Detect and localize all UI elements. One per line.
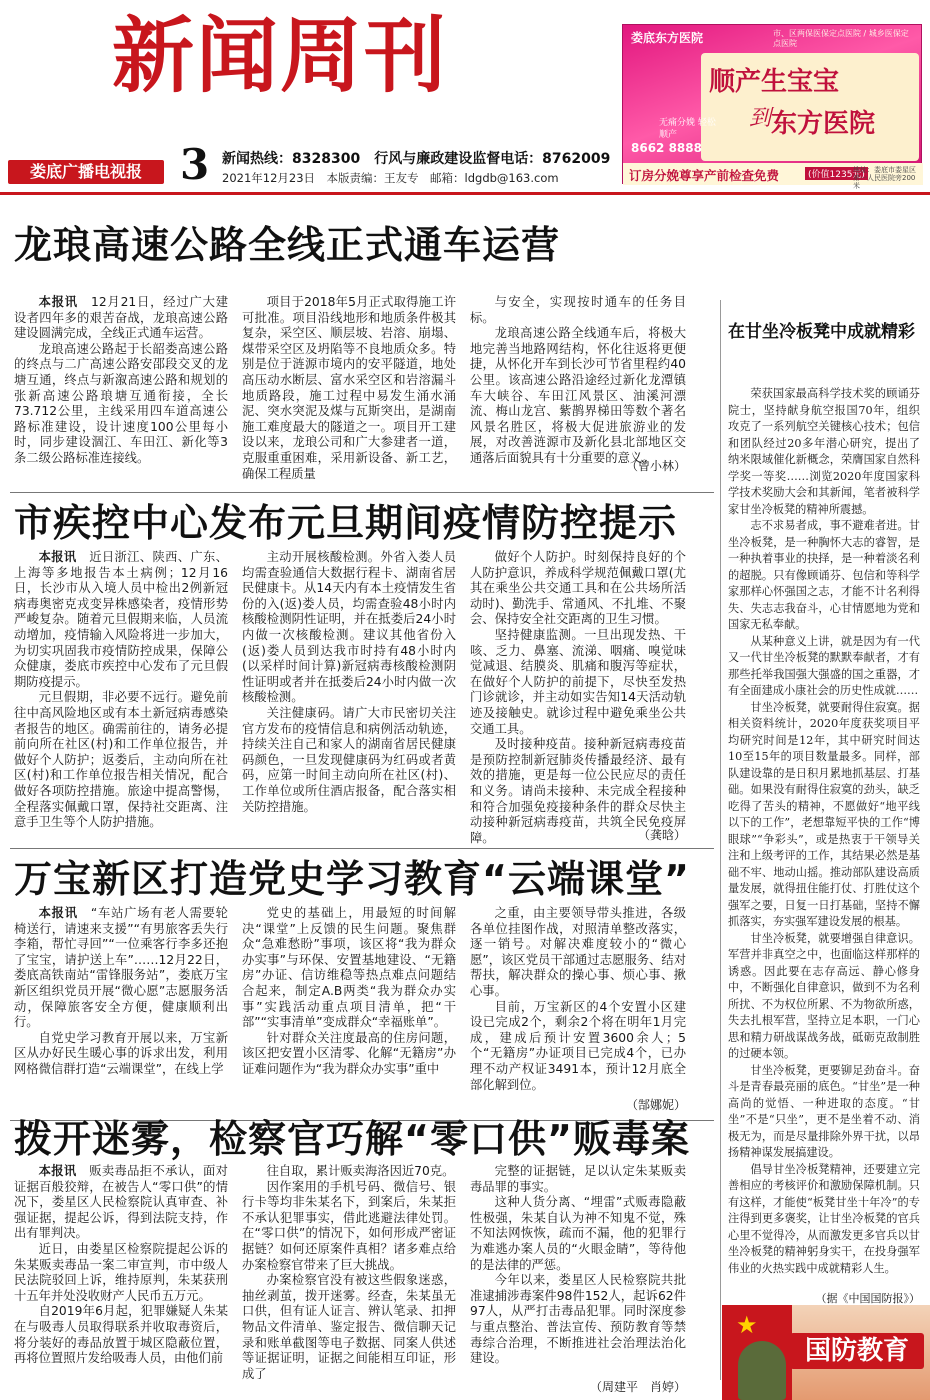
sidebar-divider	[720, 300, 721, 1380]
soldier-graphic	[738, 1341, 786, 1400]
article-column: 项目于2018年5月正式取得施工许可批准。项目沿线地形和地质条件极其复杂，采空区、顺层坡、岩溶、崩塌、煤带采空区及坍陷等不良地质众多。特别是位于涟源市境内的安平隧道，地处高压动水断层、富水采空区和岩溶漏斗地质路段，施工过程中易发生涌水涌泥、突水突泥及煤与瓦斯突出，是湖南施工难度最大的隧道之一。项目开工建设以来，龙琅公司和广大参建者一道，克服重重困难，采用新设备、新工艺，确保工程质量	[242, 295, 456, 481]
article-column: 本报讯 贩卖毒品拒不承认，面对证据百般狡辩，在被告人“零口供”的情况下，娄星区人民检察院认真审查、补强证据，提起公诉，得到法院支持，作出有罪判决。 近日，由娄星区检察院提起公诉的朱某贩卖毒品一案二审宣判，市中级人民法院驳回上诉，维持原判，朱某获刑十五年并处没收财产人民币五万元。 自2019年6月起，犯罪嫌疑人朱某在与吸毒人员取得联系并收取毒资后，将分装好的毒品放置于城区隐蔽位置，再将位置照片发给吸毒人员，由他们前	[14, 1164, 228, 1366]
ad-phone: 8662 8888	[631, 141, 702, 155]
hospital-ad	[622, 24, 922, 190]
ad-offer: 订房分娩尊享产前检查免费	[629, 168, 780, 183]
article-headline: 市疾控中心发布元旦期间疫情防控提示	[14, 501, 678, 545]
sidebar-body: 荣获国家最高科学技术奖的顾诵芬院士，坚持献身航空报国70年，组织攻克了一系列航空关键核心技术；包信和团队经过20多年潜心研究，提出了纳米限域催化新概念，荣膺国家自然科学奖一等奖……浏览2020年度国家科学技术奖励大会和其新闻，笔者被科学家甘坐冷板凳的精神所震撼。 志不求易者成，事不避难者进。甘坐冷板凳，是一种胸怀大志的睿智，是一种执着事业的抉择，是一种着淡名利的超脱。只有像顾诵芬、包信和等科学家那样心怀强国之志，才能不计名利得失、失志志我奋斗，心甘情愿地为党和国家无私奉献。 从某种意义上讲，就是因为有一代又一代甘坐冷板凳的默默奉献者，才有那些托举我国强大强盛的国之重器，才有全面建成小康社会的历史性成就…… 甘坐冷板凳，就要耐得住寂寞。据相关资料统计，2020年度获奖项目平均研究时间是12年，其中研究时间达10至15年的项目数量最多。同样，部队建设靠的是日积月累地抓基层、打基础。如果没有耐得住寂寞的劲头，缺乏吃得了苦头的精神，不愿做好“地平线以下的工作”，老想靠短平快的工作“博眼球”“争彩头”，或是热衷于干领导关注和上级考评的工作，其结果必然是基础不牢、地动山摇。推动部队建设高质量发展，就得扭住能打仗、打胜仗这个强军之要，日复一日打基础，坚持不懈抓落实，夯实强军建设发展的根基。 甘坐冷板凳，就要增强自律意识。军营并非真空之中，也面临这样那样的诱惑。因此要在志存高远、静心修身中，不断强化自律意识，做到不为名利所扰、不为权位所累、不为物欲所惑，失去扎根军营，坚持立足本职，一门心思和精力研战谋战务战，砥砺克敌制胜的过硬本领。 甘坐冷板凳，更要铆足劲奋斗。奋斗是青春最亮丽的底色。“甘坐”是一种高尚的觉悟、一种进取的态度。“甘坐”不是“只坐”，更不是坐着不动、消极无为，而是尽量排除外界干扰，以昂扬精神谋发展搞建设。 倡导甘坐冷板凳精神，还要建立完善相应的考核评价和激励保障机制。只有这样，才能使“板凳甘坐十年冷”的专注得到更多褒奖，让甘坐冷板凳的官兵心里不觉得冷，从而激发更多官兵以甘坐冷板凳的精神躬身实干，在投身强军伟业的火热实践中成就精彩人生。	[728, 387, 920, 1275]
banner-label: 国防教育	[790, 1333, 924, 1369]
ad-subtitle: 市、区两保医保定点医院 / 城乡医保定点医院	[773, 29, 909, 48]
article-column: 本报讯 “车站广场有老人需要轮椅送行，请速来支援”“有男旅客丢失行李箱，帮忙寻回”“一位乘客行李多还抱了宝宝，请护送上车”……12月22日，娄底高铁南站“雷锋服务站”，娄底万宝新区组织党员开展“微心愿”志愿服务活动，保障旅客安全方便，健康顺利出行。 自党史学习教育开展以来，万宝新区从办好民生暖心事的诉求出发，利用网格微信群打造“云端课堂”，在线上学	[14, 906, 228, 1076]
hotline-text: 新闻热线：8328300 行风与廉政建设监督电话：8762009	[222, 151, 611, 167]
article-headline: 拨开迷雾，检察官巧解“零口供”贩毒案	[14, 1117, 690, 1161]
sidebar-source: （据《中国国防报》）	[815, 1292, 920, 1305]
station-badge: 娄底广播电视报	[8, 160, 164, 184]
ad-price: (价值1235元)	[805, 167, 868, 180]
page-number: 3	[180, 140, 210, 189]
article-column: 本报讯 12月21日，经过广大建设者四年多的艰苦奋战，龙琅高速公路建设圆满完成，全线正式通车运营。 龙琅高速公路起于长韶娄高速公路的终点与二广高速公路安邵段交叉的龙塘互通，终点与新溆高速公路和规划的张新高速公路琅塘互通衔接，全长73.712公里，主线采用四车道高速公路标准建设，设计速度100公里每小时，同步建设涸江、车田江、新化等3条二级公路标准连接线。	[14, 295, 228, 465]
ad-headline: 顺产生宝宝	[709, 67, 840, 97]
ad-hospital-name: 娄底东方医院	[631, 31, 704, 45]
sidebar-title: 在甘坐冷板凳中成就精彩	[728, 322, 915, 342]
article-divider	[10, 492, 714, 493]
article-column: 完整的证据链，足以认定朱某贩卖毒品罪的事实。 这种人货分离、“埋雷”式贩毒隐蔽性极强，朱某自认为神不知鬼不觉，殊不知法网恢恢，疏而不漏，他的犯罪行为难逃办案人员的“火眼金睛”，等待他的是法律的严惩。 今年以来，娄星区人民检察院共批准逮捕涉毒案件98件152人，起诉62件97人，从严打击毒品犯罪。同时深度参与重点整治、普法宣传、预防教育等禁毒综合治理，不断推进社会治理法治化建设。	[470, 1164, 686, 1366]
article-byline: （龚晗）	[637, 828, 686, 842]
ad-slogan: 无痛分娩 轻松顺产	[659, 118, 716, 140]
article-byline: （郜娜妮）	[625, 1098, 686, 1112]
star-icon: ★	[736, 1311, 758, 1339]
masthead-divider	[0, 192, 930, 195]
article-headline: 龙琅高速公路全线正式通车运营	[14, 223, 561, 267]
masthead-title: 新闻周刊	[112, 8, 449, 104]
article-column: 主动开展核酸检测。外省入娄人员均需查验通信大数据行程卡、湖南省居民健康卡。从14天内有本土疫情发生省份的入(返)娄人员，均需查验48小时内核酸检测阴性证明，并在抵娄后24小时内做一次核酸检测。建议其他省份入(返)娄人员到达我市时持有48小时内(以采样时间计算)新冠病毒核酸检测阴性证明或者并在抵娄后24小时内做一次核酸检测。 关注健康码。请广大市民密切关注官方发布的疫情信息和病例活动轨迹，持续关注自己和家人的湖南省居民健康码颜色，一旦发现健康码为红码或者黄码，应第一时间主动向所在社区(村)、工作单位或所住酒店报备，配合落实相关防控措施。	[242, 550, 456, 814]
article-column: 党史的基础上，用最短的时间解决“课堂”上反馈的民生问题。聚焦群众“急难愁盼”事项，该区将“我为群众办实事”与环保、安置基地建设、“无籍房”办证、信访维稳等热点难点问题结合起来，制定A.B两类“我为群众办实事”实践活动重点项目清单，把“干部”“实事清单”变成群众“幸福账单”。 针对群众关注度最高的住房问题，该区把安置小区清零、化解“无籍房”办证难问题作为“我为群众办实事”重中	[242, 906, 456, 1076]
article-byline: （曾小林）	[625, 459, 686, 473]
ad-headline-prefix: 到	[749, 106, 772, 131]
article-byline: （周建平 肖婷）	[589, 1380, 686, 1394]
ad-headline-hospital: 东方医院	[771, 109, 876, 139]
article-column: 之重，由主要领导带头推进，各级各单位挂图作战，对照清单整改落实，逐一销号。对解决难度较小的“微心愿”，该区党员干部通过志愿服务、结对帮扶，解决群众的操心事、烦心事、揪心事。 目前，万宝新区的4个安置小区建设已完成2个，剩余2个将在明年1月完成，建成后预计安置3600余人；5个“无籍房”办证项目已完成4个，已办理不动产权证3491本，预计12月底全部化解到位。	[470, 906, 686, 1092]
ad-address: 地址：娄底市娄星区第一人民医院旁200米	[853, 166, 916, 190]
article-column: 做好个人防护。时刻保持良好的个人防护意识，养成科学规范佩戴口罩(尤其在乘坐公共交通工具和在公共场所活动时)、勤洗手、常通风、不扎堆、不聚会、保持安全社交距离的卫生习惯。 坚持健康监测。一旦出现发热、干咳、乏力、鼻塞、流涕、咽痛、嗅觉味觉减退、结膜炎、肌痛和腹泻等症状，在做好个人防护的前提下，尽快至发热门诊就诊，并主动如实告知14天活动轨迹及接触史。就诊过程中避免乘坐公共交通工具。 及时接种疫苗。接种新冠病毒疫苗是预防控制新冠肺炎传播最经济、最有效的措施，更是每一位公民应尽的责任和义务。请尚未接种、未完成全程接种和符合加强免疫接种条件的群众尽快主动接种新冠病毒疫苗，共筑全民免疫屏障。	[470, 550, 686, 845]
article-column: 与安全，实现按时通车的任务目标。 龙琅高速公路全线通车后，将极大地完善当地路网结构，怀化往返将更便捷，从怀化开车到长沙可节省里程约40公里。该高速公路沿途经过新化龙潭镇车大峡谷、车田江风景区、油溪河漂流、梅山龙宫、紫鹊界梯田等数个著名风景名胜区，将极大促进旅游业的发展，对改善涟源市及新化县北部地区交通落后面貌具有十分重要的意义。	[470, 295, 686, 465]
article-column: 往自取，累计贩卖海洛因近70克。 因作案用的手机号码、微信号、银行卡等均非朱某名下，到案后，朱某拒不承认犯罪事实，借此逃避法律处罚。在“零口供”的情况下，如何形成严密证据链？如何还原案件真相？诸多难点给办案检察官带来了巨大挑战。 办案检察官没有被这些假象迷惑，抽丝剥茧，拨开迷雾。经查，朱某虽无口供，但有证人证言、辨认笔录、扣押物品文件清单、鉴定报告、微信聊天记录和账单截图等电子数据、同案人供述等证据证明，证据之间能相互印证，形成了	[242, 1164, 456, 1381]
article-divider	[10, 848, 714, 849]
defense-education-banner	[722, 1305, 930, 1400]
article-headline: 万宝新区打造党史学习教育“云端课堂”	[14, 857, 690, 901]
article-column: 本报讯 近日浙江、陕西、广东、上海等多地报告本土病例；12月16日，长沙市从入境人员中检出2例新冠病毒奥密克戎变异株感染者，疫情形势严峻复杂。随着元旦假期来临，人员流动增加，疫情输入风险将进一步加大，为切实巩固我市疫情防控成果，保障公众健康，娄底市疾控中心发布了元旦假期防疫提示。 元旦假期，非必要不远行。避免前往中高风险地区或有本土新冠病毒感染者报告的地区。确需前往的，请务必提前向所在社区(村)和工作单位报告，并做好个人防护；返娄后，主动向所在社区(村)和工作单位报告相关情况，配合做好各项防控措施。旅途中提高警惕，全程落实佩戴口罩，保持社交距离、注意手卫生等个人防护措施。	[14, 550, 228, 830]
dateline-text: 2021年12月23日 本版责编：王友专 邮箱：ldgdb@163.com	[222, 171, 559, 185]
